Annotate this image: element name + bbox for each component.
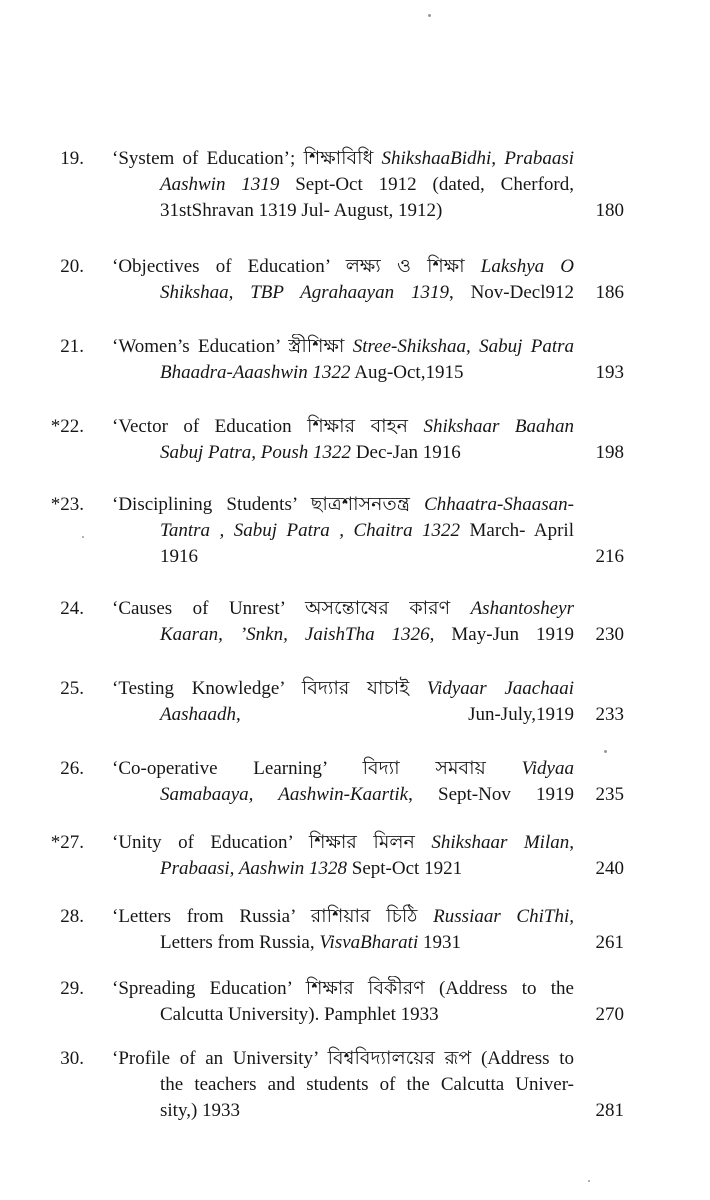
entry-number: *27.: [50, 832, 84, 853]
roman-text: 31stShravan 1319 Jul- August, 1912): [160, 200, 443, 221]
entry-line: [112, 280, 574, 306]
italic-text: Shikshaar Milan,: [431, 832, 574, 853]
entry-description: [112, 976, 574, 1028]
entry-line: [112, 492, 574, 518]
entry-line: [112, 702, 574, 728]
italic-text: Shikshaar Baahan: [423, 416, 574, 437]
italic-text: Chhaatra-Shaasan-: [424, 494, 574, 515]
entry-number: 25.: [60, 678, 84, 699]
italic-text: Samabaaya, Aashwin-Kaartik: [160, 784, 409, 805]
page-number: 233: [595, 704, 624, 725]
roman-text: Dec-Jan 1916: [351, 442, 461, 463]
entry-line: [112, 518, 574, 544]
roman-text: Aug-Oct,1915: [350, 362, 464, 383]
entry-line: [112, 360, 574, 386]
entry-line: [112, 596, 574, 622]
entry-line: [112, 1098, 574, 1124]
roman-text: March- April: [460, 520, 574, 541]
entry-line: [112, 976, 574, 1002]
roman-text: ‘Causes of Unrest’ অসন্তোষের কারণ: [112, 598, 471, 619]
italic-text: Bhaadra-Aaashwin 1322: [160, 362, 351, 383]
entry-line: [112, 830, 574, 856]
roman-text: Sept-Oct 1912 (dated, Cherford,: [279, 174, 574, 195]
entry-description: [112, 676, 574, 728]
page-number: 198: [595, 442, 624, 463]
entry-line: [112, 146, 574, 172]
page-number: 230: [595, 624, 624, 645]
roman-text: sity,) 1933: [160, 1100, 241, 1121]
italic-text: Kaaran, ’Snkn, JaishTha 1326: [160, 624, 430, 645]
entry-line: [112, 1046, 574, 1072]
italic-text: Vidyaar Jaachaai: [426, 678, 574, 699]
entry-description: [112, 414, 574, 466]
entry-number: 19.: [60, 148, 84, 169]
italic-text: ShikshaaBidhi, Prabaasi: [381, 148, 574, 169]
italic-text: VisvaBharati: [319, 932, 419, 953]
entry-description: [112, 756, 574, 808]
italic-text: Vidyaa: [521, 758, 574, 779]
entry-number: 30.: [60, 1048, 84, 1069]
italic-text: Shikshaa, TBP Agrahaayan 1319: [160, 282, 449, 303]
entry-line: [112, 1002, 574, 1028]
page-number: 180: [595, 200, 624, 221]
page-number: 216: [595, 546, 624, 567]
entry-number: *22.: [50, 416, 84, 437]
entry-number: 29.: [60, 978, 84, 999]
entry-line: [112, 782, 574, 808]
entry-line: [112, 414, 574, 440]
entry-line: [112, 334, 574, 360]
entry-description: [112, 904, 574, 956]
italic-text: Russiaar ChiThi,: [433, 906, 574, 927]
paper-speck: [604, 750, 607, 753]
paper-speck: [588, 1180, 590, 1182]
roman-text: ‘Unity of Education’ শিক্ষার মিলন: [112, 832, 432, 853]
entry-line: [112, 676, 574, 702]
entry-description: [112, 334, 574, 386]
roman-text: ‘Spreading Education’ শিক্ষার বিকীরণ (Address to the: [112, 978, 574, 999]
entry-description: [112, 596, 574, 648]
italic-text: Stree-Shikshaa, Sabuj Patra: [352, 336, 574, 357]
italic-text: Lakshya O: [480, 256, 574, 277]
roman-text: ‘Co-operative Learning’ বিদ্যা সমবায়: [112, 758, 522, 779]
roman-text: ‘Testing Knowledge’ বিদ্যার যাচাই: [112, 678, 427, 699]
entry-number: 24.: [60, 598, 84, 619]
roman-text: ‘Letters from Russia’ রাশিয়ার চিঠি: [112, 906, 434, 927]
entry-number: 26.: [60, 758, 84, 779]
entry-description: [112, 830, 574, 882]
roman-text: Sept-Oct 1921: [347, 858, 463, 879]
entry-line: [112, 930, 574, 956]
entry-line: [112, 756, 574, 782]
italic-text: Tantra , Sabuj Patra , Chaitra 1322: [160, 520, 461, 541]
italic-text: Prabaasi, Aashwin 1328: [160, 858, 348, 879]
italic-text: Sabuj Patra, Poush 1322: [160, 442, 352, 463]
entry-line: [112, 1072, 574, 1098]
roman-text: , May-Jun 1919: [429, 624, 574, 645]
page-number: 261: [595, 932, 624, 953]
italic-text: Aashwin 1319: [160, 174, 280, 195]
roman-text: 1931: [418, 932, 461, 953]
page-number: 235: [595, 784, 624, 805]
roman-text: , Jun-July,1919: [236, 704, 574, 725]
roman-text: , Sept-Nov 1919: [408, 784, 574, 805]
entry-line: [112, 904, 574, 930]
entry-number: 20.: [60, 256, 84, 277]
roman-text: the teachers and students of the Calcutta Univer-: [160, 1074, 574, 1095]
entry-number: 21.: [60, 336, 84, 357]
entry-line: [112, 172, 574, 198]
entry-description: [112, 254, 574, 306]
entry-line: [112, 440, 574, 466]
page-number: 281: [595, 1100, 624, 1121]
entry-line: [112, 254, 574, 280]
paper-speck: [82, 536, 84, 538]
italic-text: Aashaadh: [160, 704, 236, 725]
roman-text: ‘Vector of Education শিক্ষার বাহন: [112, 416, 424, 437]
roman-text: Letters from Russia,: [160, 932, 320, 953]
entry-number: 28.: [60, 906, 84, 927]
roman-text: ‘Objectives of Education’ লক্ষ্য ও শিক্ষা: [112, 256, 481, 277]
entry-description: [112, 1046, 574, 1124]
roman-text: ‘Women’s Education’ স্ত্রীশিক্ষা: [112, 336, 353, 357]
roman-text: , Nov-Decl912: [448, 282, 574, 303]
italic-text: Ashantosheyr: [470, 598, 574, 619]
roman-text: ‘Disciplining Students’ ছাত্রশাসনতন্ত্র: [112, 494, 425, 515]
entry-line: [112, 856, 574, 882]
page-number: 270: [595, 1004, 624, 1025]
entry-description: [112, 146, 574, 224]
page-number: 186: [595, 282, 624, 303]
entry-line: [112, 198, 574, 224]
roman-text: Calcutta University). Pamphlet 1933: [160, 1004, 439, 1025]
entry-line: [112, 544, 574, 570]
entry-number: *23.: [50, 494, 84, 515]
paper-speck: [428, 14, 431, 17]
roman-text: 1916: [160, 546, 198, 567]
roman-text: ‘System of Education’; শিক্ষাবিধি: [112, 148, 382, 169]
page-number: 193: [595, 362, 624, 383]
page-number: 240: [595, 858, 624, 879]
roman-text: ‘Profile of an University’ বিশ্ববিদ্যালয়ের রূপ (Address to: [112, 1048, 574, 1069]
entry-description: [112, 492, 574, 570]
entry-line: [112, 622, 574, 648]
